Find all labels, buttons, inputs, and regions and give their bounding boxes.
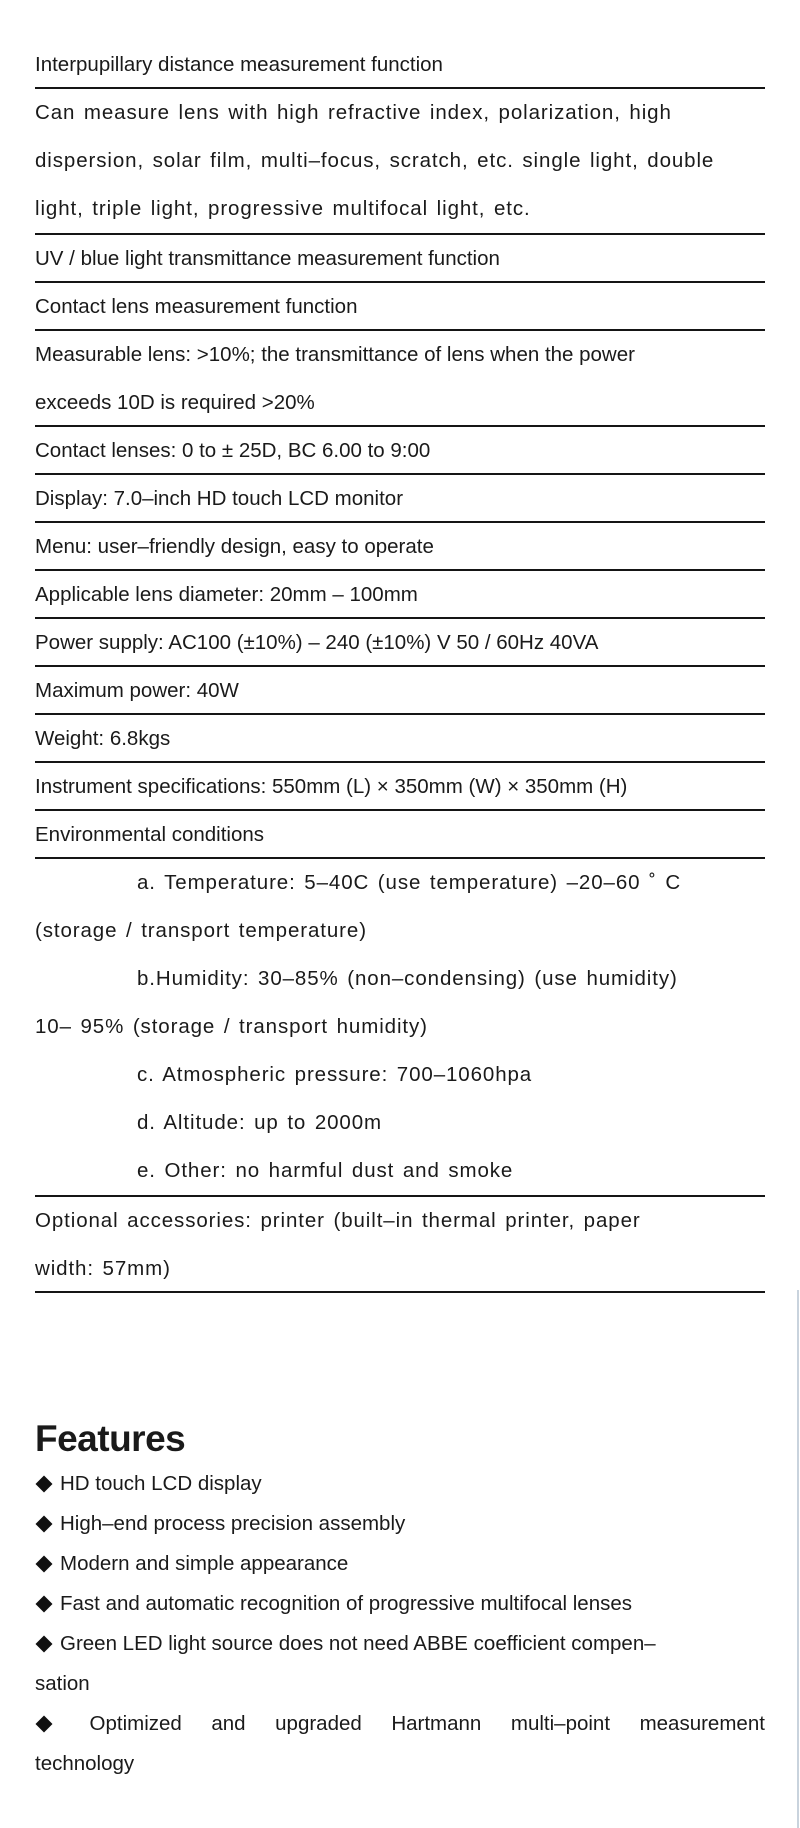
features-heading: Features — [35, 1418, 186, 1459]
spec-row — [35, 235, 765, 283]
spec-text: Interpupillary distance measurement function — [35, 53, 443, 76]
spec-row — [35, 811, 765, 859]
spec-text: Contact lenses: 0 to ± 25D, BC 6.00 to 9:00 — [35, 439, 431, 462]
spec-text: Power supply: AC100 (±10%) – 240 (±10%) V 50 / 60Hz 40VA — [35, 631, 599, 654]
spec-subitem: b.Humidity: 30–85% (non–condensing) (use humidity) — [137, 967, 678, 990]
scroll-edge — [797, 1290, 799, 1828]
spec-text: (storage / transport temperature) — [35, 919, 367, 942]
feature-word: multi–point — [510, 1712, 611, 1735]
diamond-bullet-icon — [36, 1475, 53, 1492]
feature-text: HD touch LCD display — [60, 1472, 262, 1495]
diamond-bullet-icon — [36, 1635, 53, 1652]
spec-subitem: e. Other: no harmful dust and smoke — [137, 1159, 514, 1182]
spec-subitem: a. Temperature: 5–40C (use temperature) –20–60 ˚ C — [137, 871, 682, 894]
spec-row — [35, 475, 765, 523]
feature-item — [35, 1504, 765, 1544]
spec-table — [35, 41, 765, 1293]
spec-row — [35, 1197, 765, 1293]
feature-item — [35, 1464, 765, 1504]
feature-word: Optimized — [89, 1712, 182, 1735]
spec-text: exceeds 10D is required >20% — [35, 391, 315, 414]
spec-text: Weight: 6.8kgs — [35, 727, 171, 750]
feature-item — [35, 1624, 765, 1704]
spec-row — [35, 619, 765, 667]
spec-text: light, triple light, progressive multifocal light, etc. — [35, 197, 531, 220]
feature-word: upgraded — [275, 1712, 362, 1735]
feature-text: High–end process precision assembly — [60, 1512, 406, 1535]
spec-row — [35, 41, 765, 89]
spec-row — [35, 89, 765, 235]
spec-text: Maximum power: 40W — [35, 679, 239, 702]
diamond-bullet-icon — [36, 1515, 53, 1532]
spec-subitem: c. Atmospheric pressure: 700–1060hpa — [137, 1063, 533, 1086]
spec-row — [35, 667, 765, 715]
features-list — [35, 1464, 765, 1784]
diamond-bullet-icon — [36, 1595, 53, 1612]
spec-text: Can measure lens with high refractive index, polarization, high — [35, 101, 672, 124]
feature-item — [35, 1544, 765, 1584]
spec-row-environment — [35, 859, 765, 1197]
feature-text: Green LED light source does not need ABBE coefficient compen– — [60, 1632, 656, 1655]
feature-word: measurement — [639, 1712, 765, 1735]
spec-text: Display: 7.0–inch HD touch LCD monitor — [35, 487, 404, 510]
diamond-bullet-icon — [36, 1716, 53, 1733]
spec-text: Menu: user–friendly design, easy to operate — [35, 535, 434, 558]
spec-text: width: 57mm) — [35, 1257, 171, 1280]
spec-row — [35, 427, 765, 475]
spec-subitem: d. Altitude: up to 2000m — [137, 1111, 382, 1134]
spec-row — [35, 763, 765, 811]
feature-word: Hartmann — [391, 1712, 482, 1735]
feature-item — [35, 1584, 765, 1624]
diamond-bullet-icon — [36, 1555, 53, 1572]
spec-text: UV / blue light transmittance measurement function — [35, 247, 500, 270]
feature-item — [35, 1704, 765, 1784]
spec-text: Contact lens measurement function — [35, 295, 358, 318]
feature-text: Fast and automatic recognition of progressive multifocal lenses — [60, 1592, 633, 1615]
feature-text: Modern and simple appearance — [60, 1552, 349, 1575]
spec-text: Measurable lens: >10%; the transmittance of lens when the power — [35, 343, 635, 366]
spec-text: Instrument specifications: 550mm (L) × 350mm (W) × 350mm (H) — [35, 775, 628, 798]
spec-row — [35, 715, 765, 763]
spec-text: dispersion, solar film, multi–focus, scratch, etc. single light, double — [35, 149, 715, 172]
spec-row — [35, 331, 765, 427]
spec-text: Optional accessories: printer (built–in thermal printer, paper — [35, 1209, 641, 1232]
spec-row — [35, 523, 765, 571]
spec-text: Environmental conditions — [35, 823, 265, 846]
feature-word: and — [211, 1712, 246, 1735]
features-section — [35, 1414, 765, 1784]
spec-text: Applicable lens diameter: 20mm – 100mm — [35, 583, 418, 606]
spec-row — [35, 283, 765, 331]
feature-text: technology — [35, 1752, 135, 1775]
feature-text: sation — [35, 1672, 90, 1695]
spec-text: 10– 95% (storage / transport humidity) — [35, 1015, 428, 1038]
spec-row — [35, 571, 765, 619]
